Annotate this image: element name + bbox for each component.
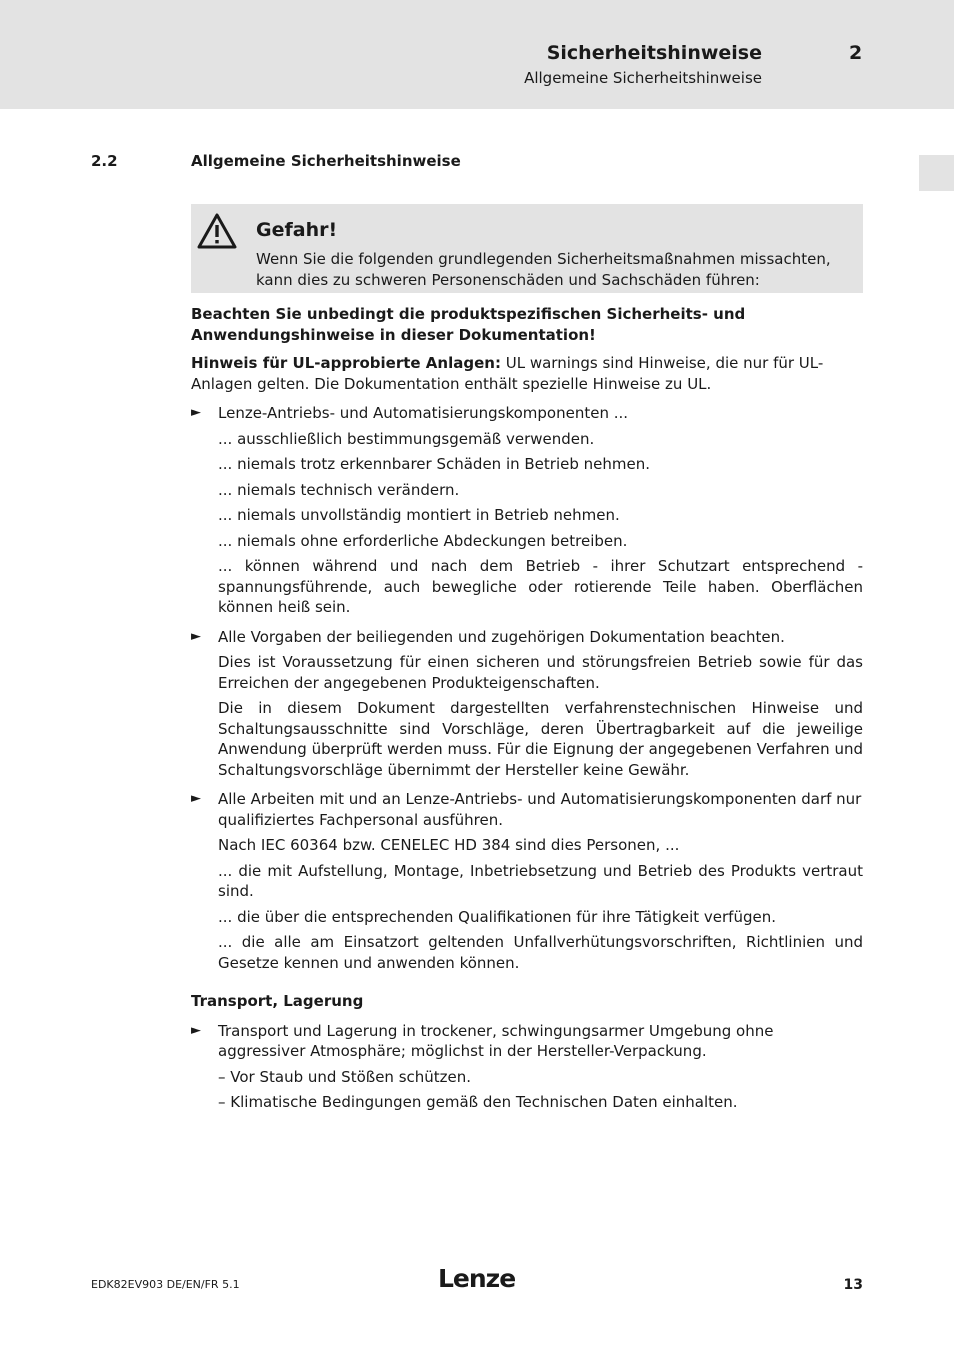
page-number: 13: [843, 1277, 863, 1293]
triangle-bullet-icon: ►: [191, 1022, 201, 1038]
ul-note-text: UL warnings sind Hinweise, die nur für UL-Anlagen gelten. Die Dokumentation enthält spezielle Hinweise zu UL.: [191, 354, 824, 393]
danger-text: [256, 249, 856, 290]
sub-item: ... die mit Aufstellung, Montage, Inbetriebsetzung und Betrieb des Produkts vertraut sind.: [218, 861, 863, 900]
section-title: Allgemeine Sicherheitshinweise: [191, 152, 461, 170]
sub-item: ... ausschließlich bestimmungsgemäß verwenden.: [218, 429, 595, 448]
side-tab-marker: [919, 155, 954, 191]
sub-item: Die in diesem Dokument dargestellten verfahrenstechnischen Hinweise und Schaltungsausschnitte sind Vorschläge, deren Übertragbarkeit auf die jeweilige Anwendung überprüft werden muss. Für die Eignung der angegebenen Verfahren und Schaltungsvorschläge übernimmt der Hersteller keine Gewähr.: [218, 699, 863, 779]
list-item: [191, 1021, 863, 1113]
main-content: [191, 204, 863, 1113]
sub-item: ... niemals ohne erforderliche Abdeckungen betreiben.: [218, 531, 628, 550]
sub-item: ... niemals trotz erkennbarer Schäden in Betrieb nehmen.: [218, 455, 650, 473]
ul-note-label: Hinweis für UL-approbierte Anlagen:: [191, 354, 501, 372]
bold-note: Beachten Sie unbedingt die produktspezifischen Sicherheits- und Anwendungshinweise in dieser Dokumentation!: [191, 305, 746, 344]
bullet-text: Lenze-Antriebs- und Automatisierungskomponenten ...: [218, 404, 629, 422]
sub-item: ... die über die entsprechenden Qualifikationen für ihre Tätigkeit verfügen.: [218, 907, 776, 926]
header-title: Sicherheitshinweise: [546, 42, 762, 64]
page-header: [0, 0, 954, 109]
warning-triangle-icon: [196, 212, 238, 250]
sub-item: ... die alle am Einsatzort geltenden Unfallverhütungsvorschriften, Richtlinien und Gesetze kennen und anwenden können.: [218, 933, 863, 972]
sub-item: Nach IEC 60364 bzw. CENELEC HD 384 sind dies Personen, ...: [218, 836, 680, 854]
sub-item: – Klimatische Bedingungen gemäß den Technischen Daten einhalten.: [218, 1093, 738, 1111]
bullet-text: Transport und Lagerung in trockener, schwingungsarmer Umgebung ohne aggressiver Atmosphäre; möglichst in der Hersteller-Verpackung.: [218, 1021, 774, 1060]
bullet-text: Alle Arbeiten mit und an Lenze-Antriebs- und Automatisierungskomponenten darf nur qualifiziertes Fachpersonal ausführen.: [218, 790, 862, 829]
ul-note: [191, 353, 863, 394]
section-number: 2.2: [91, 152, 118, 170]
danger-title: Gefahr!: [256, 219, 338, 241]
footer-doc-code: EDK82EV903 DE/EN/FR 5.1: [91, 1278, 240, 1291]
triangle-bullet-icon: ►: [191, 628, 201, 644]
bullet-text: Alle Vorgaben der beiliegenden und zugehörigen Dokumentation beachten.: [218, 627, 785, 646]
sub-item: ... können während und nach dem Betrieb - ihrer Schutzart entsprechend - spannungsführende, auch bewegliche oder rotierende Teile haben. Oberflächen können heiß sein.: [218, 557, 863, 616]
sub-item: ... niemals unvollständig montiert in Betrieb nehmen.: [218, 506, 620, 524]
sub-item: Dies ist Voraussetzung für einen sicheren und störungsfreien Betrieb sowie für das Erreichen der angegebenen Produkteigenschaften.: [218, 653, 863, 692]
lenze-logo: Lenze: [438, 1264, 516, 1293]
list-item: [191, 403, 863, 618]
danger-text-line: Wenn Sie die folgenden grundlegenden Sicherheitsmaßnahmen missachten,: [256, 250, 831, 268]
danger-box: [191, 204, 863, 293]
header-subtitle: Allgemeine Sicherheitshinweise: [524, 69, 762, 87]
list-item: [191, 627, 863, 781]
transport-heading: Transport, Lagerung: [191, 992, 364, 1010]
danger-text-line: kann dies zu schweren Personenschäden und Sachschäden führen:: [256, 270, 760, 289]
list-item: [191, 789, 863, 973]
sub-item: – Vor Staub und Stößen schützen.: [218, 1067, 472, 1086]
triangle-bullet-icon: ►: [191, 791, 201, 806]
triangle-bullet-icon: ►: [191, 405, 201, 420]
chapter-number: 2: [849, 42, 863, 64]
sub-item: ... niemals technisch verändern.: [218, 480, 460, 499]
